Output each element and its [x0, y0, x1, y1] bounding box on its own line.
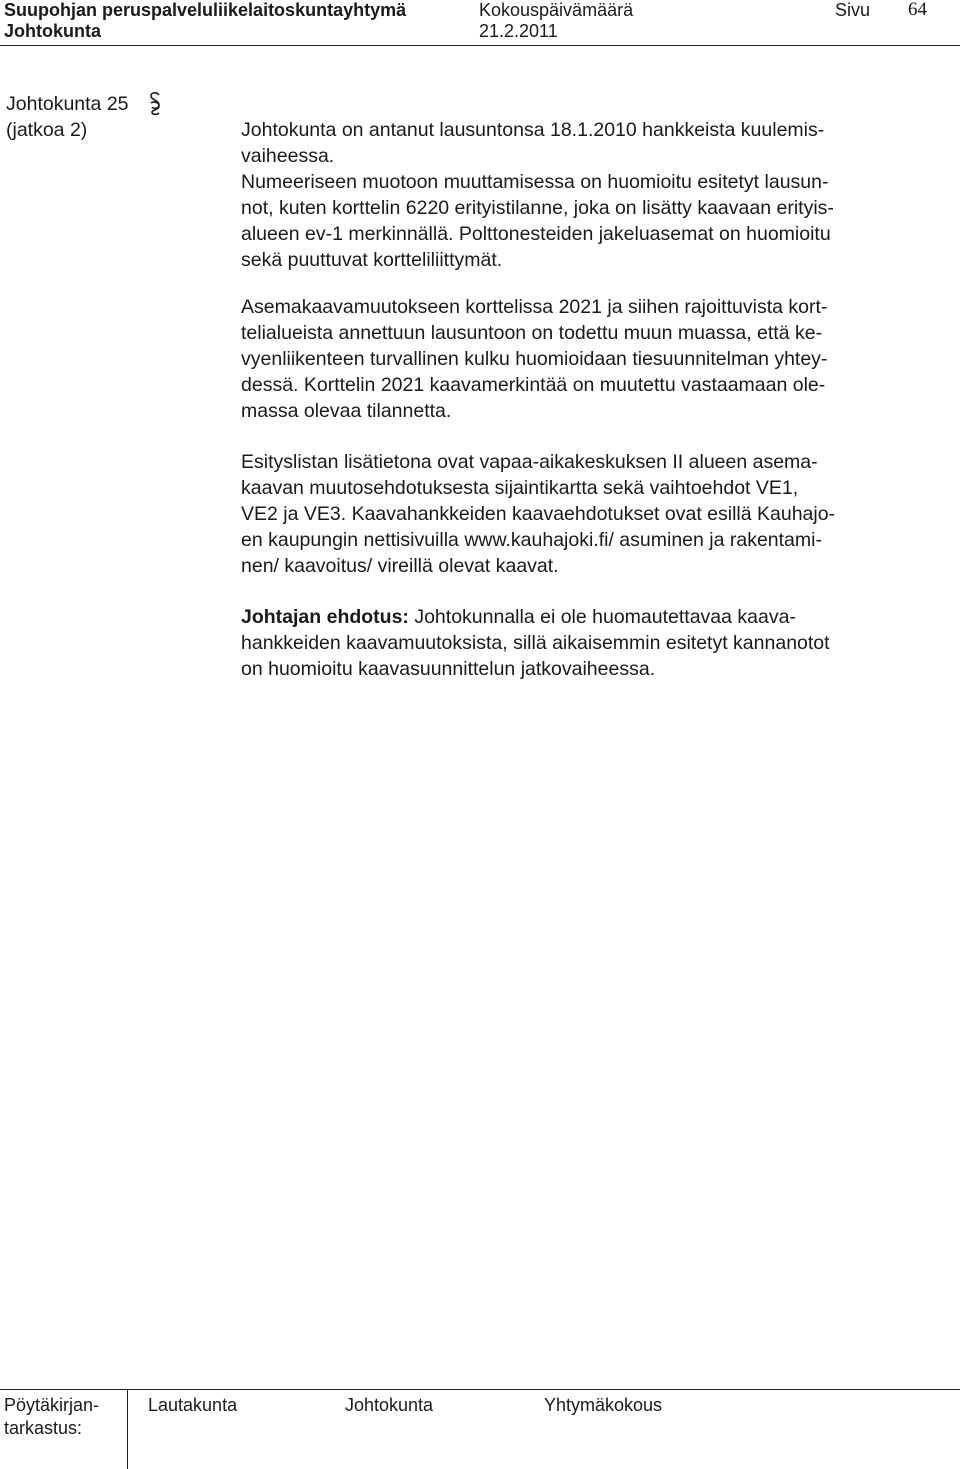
text-line: not, kuten korttelin 6220 erityistilanne, joka on lisätty kaavaan erityis- — [241, 197, 834, 219]
text-line: hankkeiden kaavamuutoksista, sillä aikaisemmin esitetyt kannanotot — [241, 632, 830, 654]
footer-rule — [0, 1389, 960, 1390]
text-line — [241, 604, 931, 630]
text-line: kaavan muutosehdotuksesta sijaintikartta sekä vaihtoehdot VE1, — [241, 477, 799, 499]
text-line: alueen ev-1 merkinnällä. Polttonesteiden jakeluasemat on huomioitu — [241, 223, 831, 245]
footer-reviewer-label-2: tarkastus: — [4, 1418, 83, 1438]
text-line: vaiheessa. — [241, 145, 335, 167]
organization-name: Suupohjan peruspalveluliikelaitoskuntayhtymä — [4, 0, 407, 20]
footer-reviewer-label: Pöytäkirjan- — [4, 1395, 100, 1415]
proposal-text: Johtokunnalla ei ole huomautettavaa kaava- — [408, 606, 796, 628]
body-name: Johtokunta — [4, 21, 101, 41]
proposal-label: Johtajan ehdotus: — [241, 606, 409, 628]
text-line: VE2 ja VE3. Kaavahankkeiden kaavaehdotukset ovat esillä Kauhajo- — [241, 503, 836, 525]
text-line: dessä. Korttelin 2021 kaavamerkintää on muutettu vastaamaan ole- — [241, 374, 826, 396]
text-line: Numeeriseen muotoon muuttamisessa on huomioitu esitetyt lausun- — [241, 171, 829, 193]
footer-board: Lautakunta — [148, 1395, 238, 1415]
footer-directorate: Johtokunta — [345, 1395, 434, 1415]
page-number: 64 — [908, 0, 927, 20]
text-line: Esityslistan lisätietona ovat vapaa-aikakeskuksen II alueen asema- — [241, 451, 818, 473]
text-line: Asemakaavamuutokseen korttelissa 2021 ja siihen rajoittuvista kort- — [241, 296, 828, 318]
paragraph-zoning-block — [241, 294, 931, 424]
footer-assembly: Yhtymäkokous — [544, 1395, 663, 1415]
item-continuation: (jatkoa 2) — [6, 119, 88, 141]
text-line: sekä puuttuvat kortteliliittymät. — [241, 249, 503, 271]
paragraph-proposal — [241, 604, 931, 682]
paragraph-statement — [241, 117, 931, 273]
footer-divider — [127, 1389, 128, 1469]
text-line: massa olevaa tilannetta. — [241, 400, 452, 422]
text-line: vyenliikenteen turvallinen kulku huomioidaan tiesuunnitelman yhtey- — [241, 348, 828, 370]
meeting-date-value: 21.2.2011 — [479, 21, 558, 41]
text-line: on huomioitu kaavasuunnittelun jatkovaiheessa. — [241, 658, 656, 680]
text-line: Johtokunta on antanut lausuntonsa 18.1.2010 hankkeista kuulemis- — [241, 119, 825, 141]
item-title-text: Johtokunta 25 — [6, 93, 129, 115]
page-label: Sivu — [835, 0, 871, 20]
paragraph-attachments — [241, 449, 931, 579]
text-line: telialueista annettuun lausuntoon on todettu muun muassa, että ke- — [241, 322, 823, 344]
meeting-date-label: Kokouspäivämäärä — [479, 0, 634, 20]
item-title — [6, 91, 129, 117]
text-line: en kaupungin nettisivuilla www.kauhajoki.fi/ asuminen ja rakentami- — [241, 529, 822, 551]
header-rule — [0, 45, 960, 46]
section-mark-icon — [148, 91, 162, 117]
text-line: nen/ kaavoitus/ vireillä olevat kaavat. — [241, 555, 559, 577]
